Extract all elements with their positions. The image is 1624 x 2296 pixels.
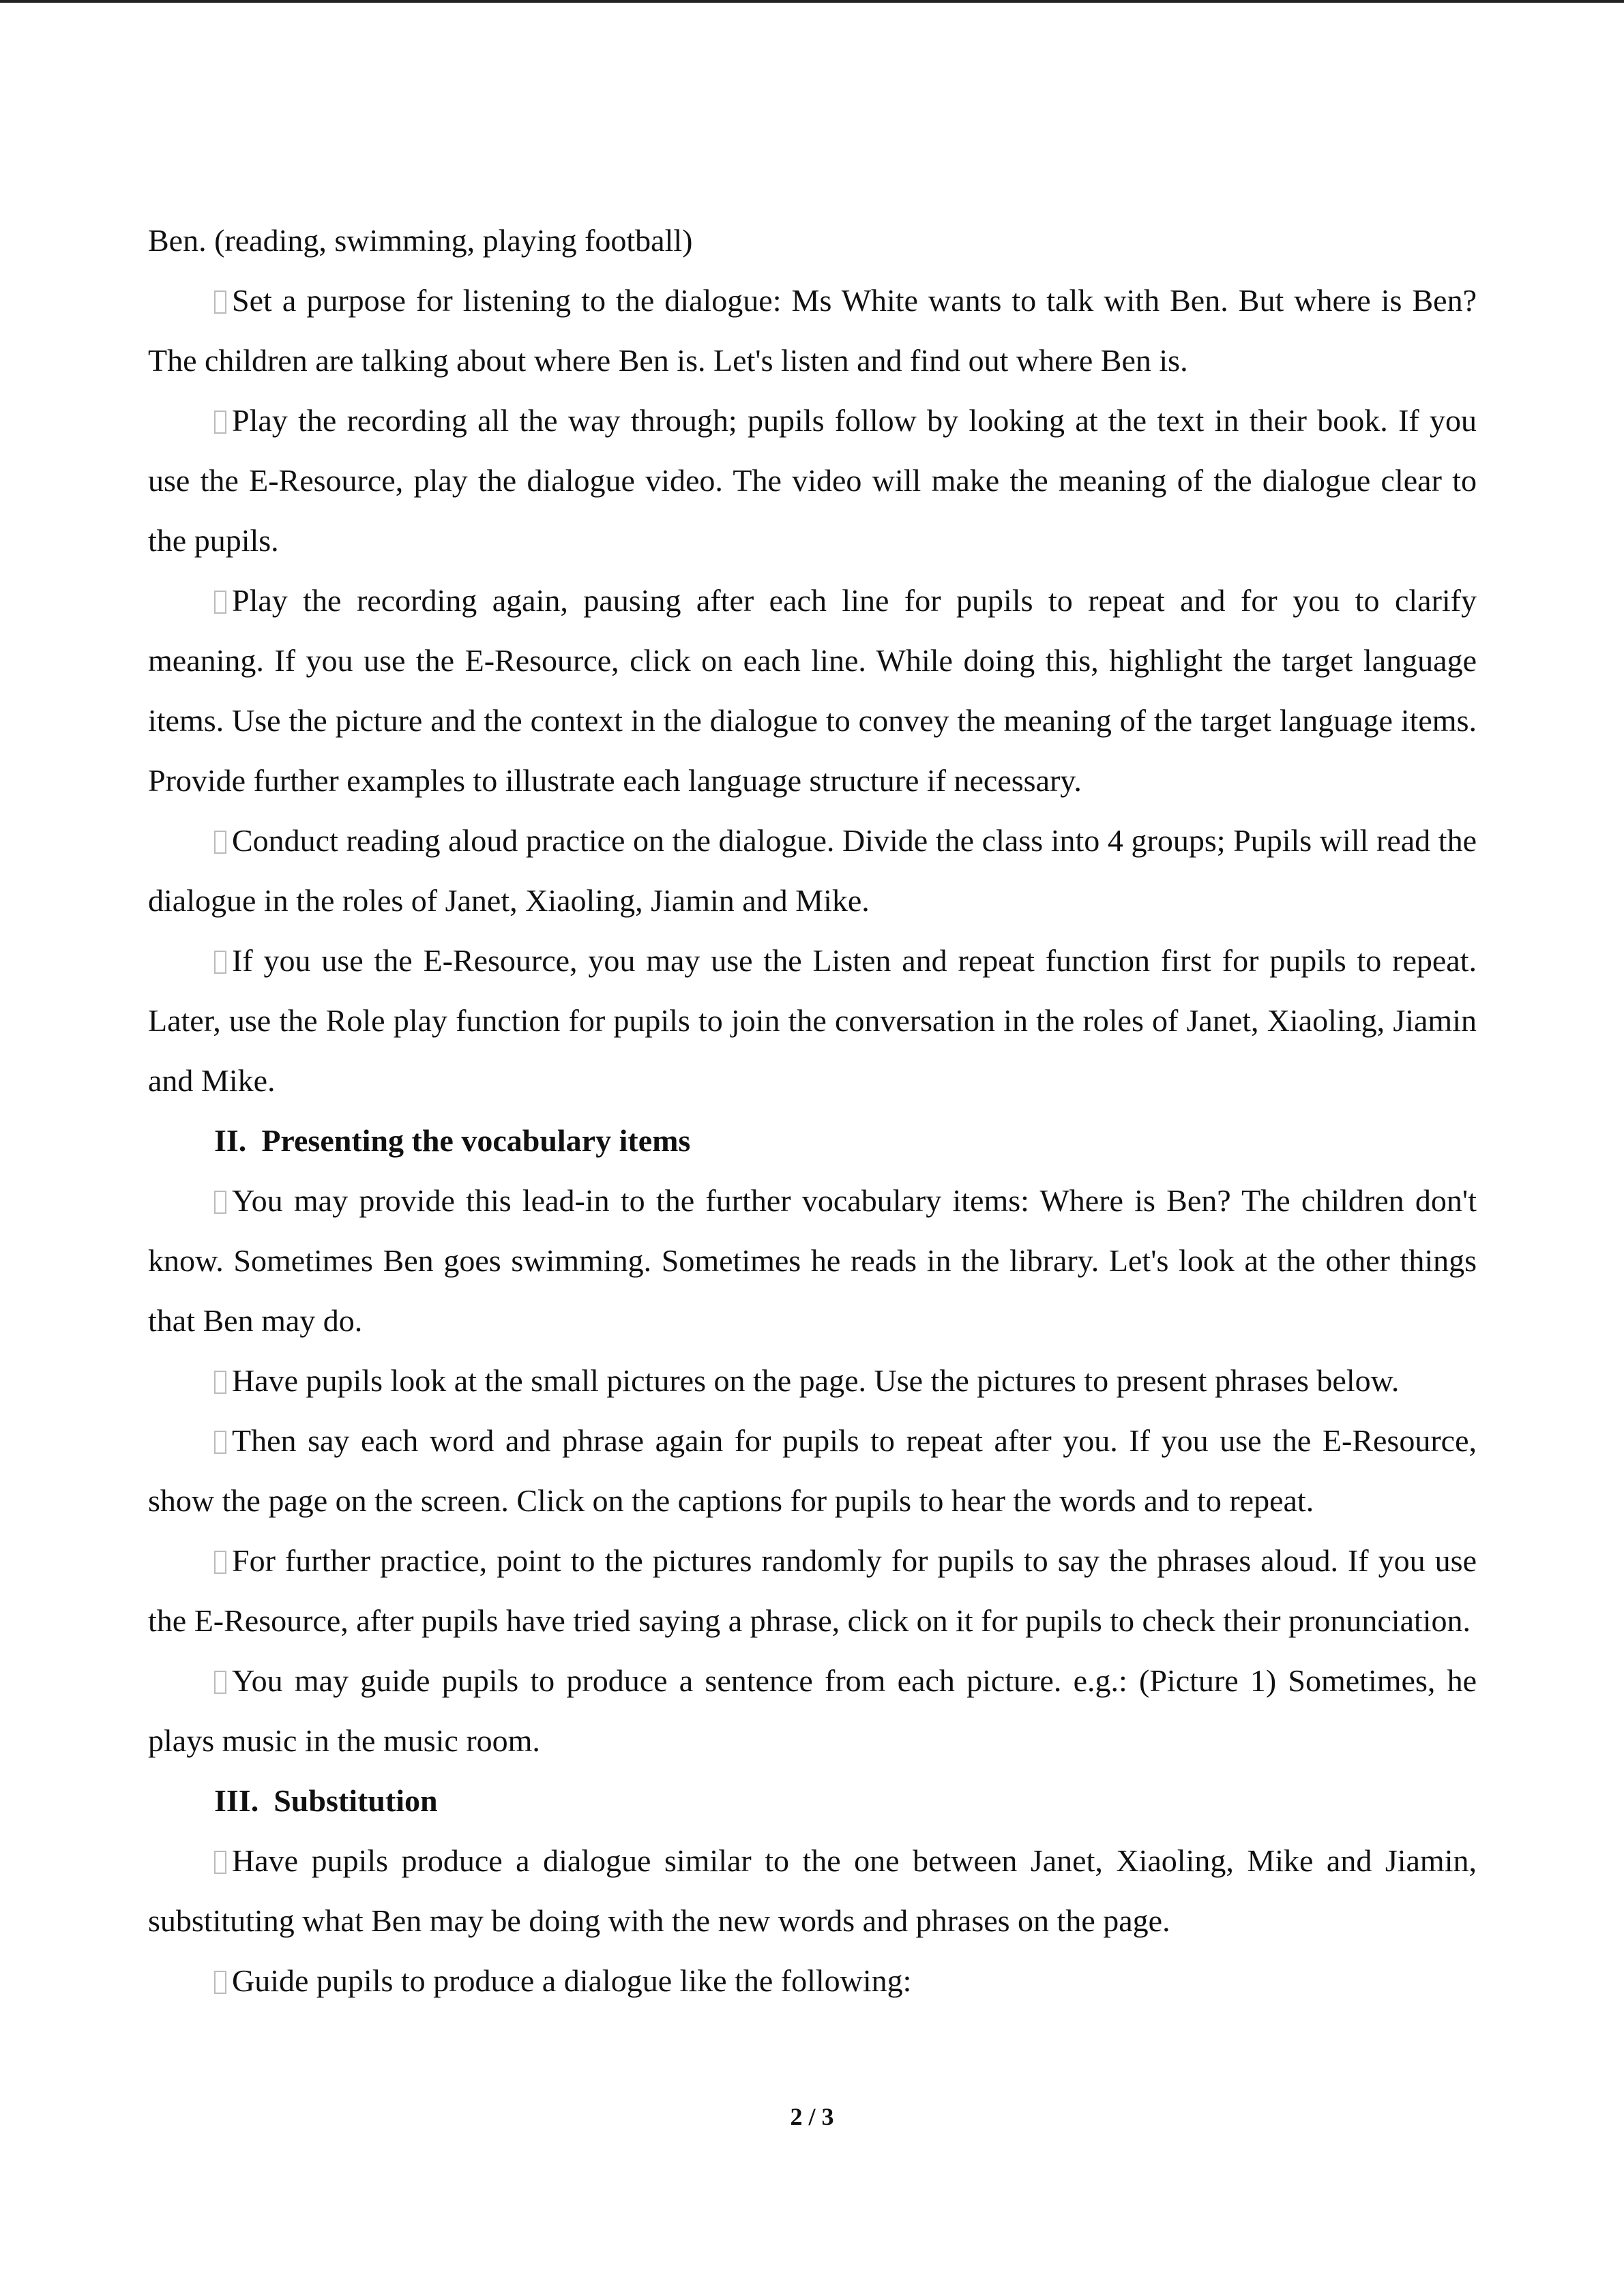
bullet-box-icon [214, 411, 226, 434]
paragraph-text: Guide pupils to produce a dialogue like the following: [232, 1963, 912, 1998]
bullet-box-icon [214, 1431, 226, 1454]
paragraph-text: For further practice, point to the pictures randomly for pupils to say the phrases aloud. If you use the E-Resource, after pupils have tried saying a phrase, click on it for pupils to check their pronunciation. [148, 1543, 1477, 1638]
paragraph-text: You may provide this lead-in to the further vocabulary items: Where is Ben? The children don't know. Sometimes Ben goes swimming. Sometimes he reads in the library. Let's look at the other things that Ben may do. [148, 1183, 1477, 1338]
bullet-paragraph-guide-dialogue [148, 1951, 1477, 2011]
bullet-paragraph-similar-dialogue [148, 1831, 1477, 1951]
paragraph-text: Conduct reading aloud practice on the dialogue. Divide the class into 4 groups; Pupils will read the dialogue in the roles of Janet, Xiaoling, Jiamin and Mike. [148, 823, 1477, 918]
bullet-box-icon [214, 1671, 226, 1694]
bullet-paragraph-play-again [148, 571, 1477, 811]
bullet-paragraph-e-resource-role-play [148, 931, 1477, 1111]
section-title: Substitution [274, 1783, 438, 1818]
paragraph-text: Have pupils look at the small pictures on the page. Use the pictures to present phrases below. [232, 1363, 1400, 1398]
page-number: 2 / 3 [790, 2103, 834, 2130]
bullet-box-icon [214, 951, 226, 974]
section-heading-vocabulary [148, 1111, 1477, 1171]
bullet-box-icon [214, 1371, 226, 1394]
section-number: II. [214, 1123, 247, 1158]
bullet-box-icon [214, 1551, 226, 1574]
bullet-paragraph-listening-purpose [148, 271, 1477, 391]
bullet-paragraph-small-pictures [148, 1351, 1477, 1411]
bullet-paragraph-play-recording [148, 391, 1477, 571]
document-body [148, 211, 1477, 2011]
bullet-box-icon [214, 290, 226, 314]
bullet-paragraph-further-practice [148, 1531, 1477, 1651]
paragraph-text: Set a purpose for listening to the dialogue: Ms White wants to talk with Ben. But where is Ben? The children are talking about where Ben is. Let's listen and find out where Ben is. [148, 283, 1477, 378]
bullet-box-icon [214, 831, 226, 854]
paragraph-text: You may guide pupils to produce a sentence from each picture. e.g.: (Picture 1) Sometimes, he plays music in the music room. [148, 1663, 1477, 1758]
paragraph-text: Then say each word and phrase again for pupils to repeat after you. If you use the E-Resource, show the page on the screen. Click on the captions for pupils to hear the words and to repeat. [148, 1423, 1477, 1518]
bullet-paragraph-repeat-words [148, 1411, 1477, 1531]
bullet-paragraph-reading-aloud [148, 811, 1477, 931]
bullet-box-icon [214, 1191, 226, 1214]
bullet-box-icon [214, 1971, 226, 1994]
paragraph-continuation [148, 211, 1477, 271]
bullet-box-icon [214, 1851, 226, 1874]
paragraph-text: Play the recording all the way through; pupils follow by looking at the text in their book. If you use the E-Resource, play the dialogue video. The video will make the meaning of the dialogue clear to the pupils. [148, 403, 1477, 558]
paragraph-text: Have pupils produce a dialogue similar to the one between Janet, Xiaoling, Mike and Jiamin, substituting what Ben may be doing with the new words and phrases on the page. [148, 1843, 1477, 1938]
page-top-border [0, 0, 1624, 3]
bullet-paragraph-lead-in [148, 1171, 1477, 1351]
section-heading-substitution [148, 1771, 1477, 1831]
section-number: III. [214, 1783, 259, 1818]
bullet-box-icon [214, 591, 226, 614]
bullet-paragraph-produce-sentence [148, 1651, 1477, 1771]
paragraph-text: Play the recording again, pausing after each line for pupils to repeat and for you to clarify meaning. If you use the E-Resource, click on each line. While doing this, highlight the target language items. Use the picture and the context in the dialogue to convey the meaning of the target language items. Provide further examples to illustrate each language structure if necessary. [148, 583, 1477, 798]
paragraph-text: Ben. (reading, swimming, playing football) [148, 223, 693, 258]
paragraph-text: If you use the E-Resource, you may use the Listen and repeat function first for pupils to repeat. Later, use the Role play function for pupils to join the conversation in the roles of Janet, Xiaoling, Jiamin and Mike. [148, 943, 1477, 1098]
section-title: Presenting the vocabulary items [261, 1123, 691, 1158]
